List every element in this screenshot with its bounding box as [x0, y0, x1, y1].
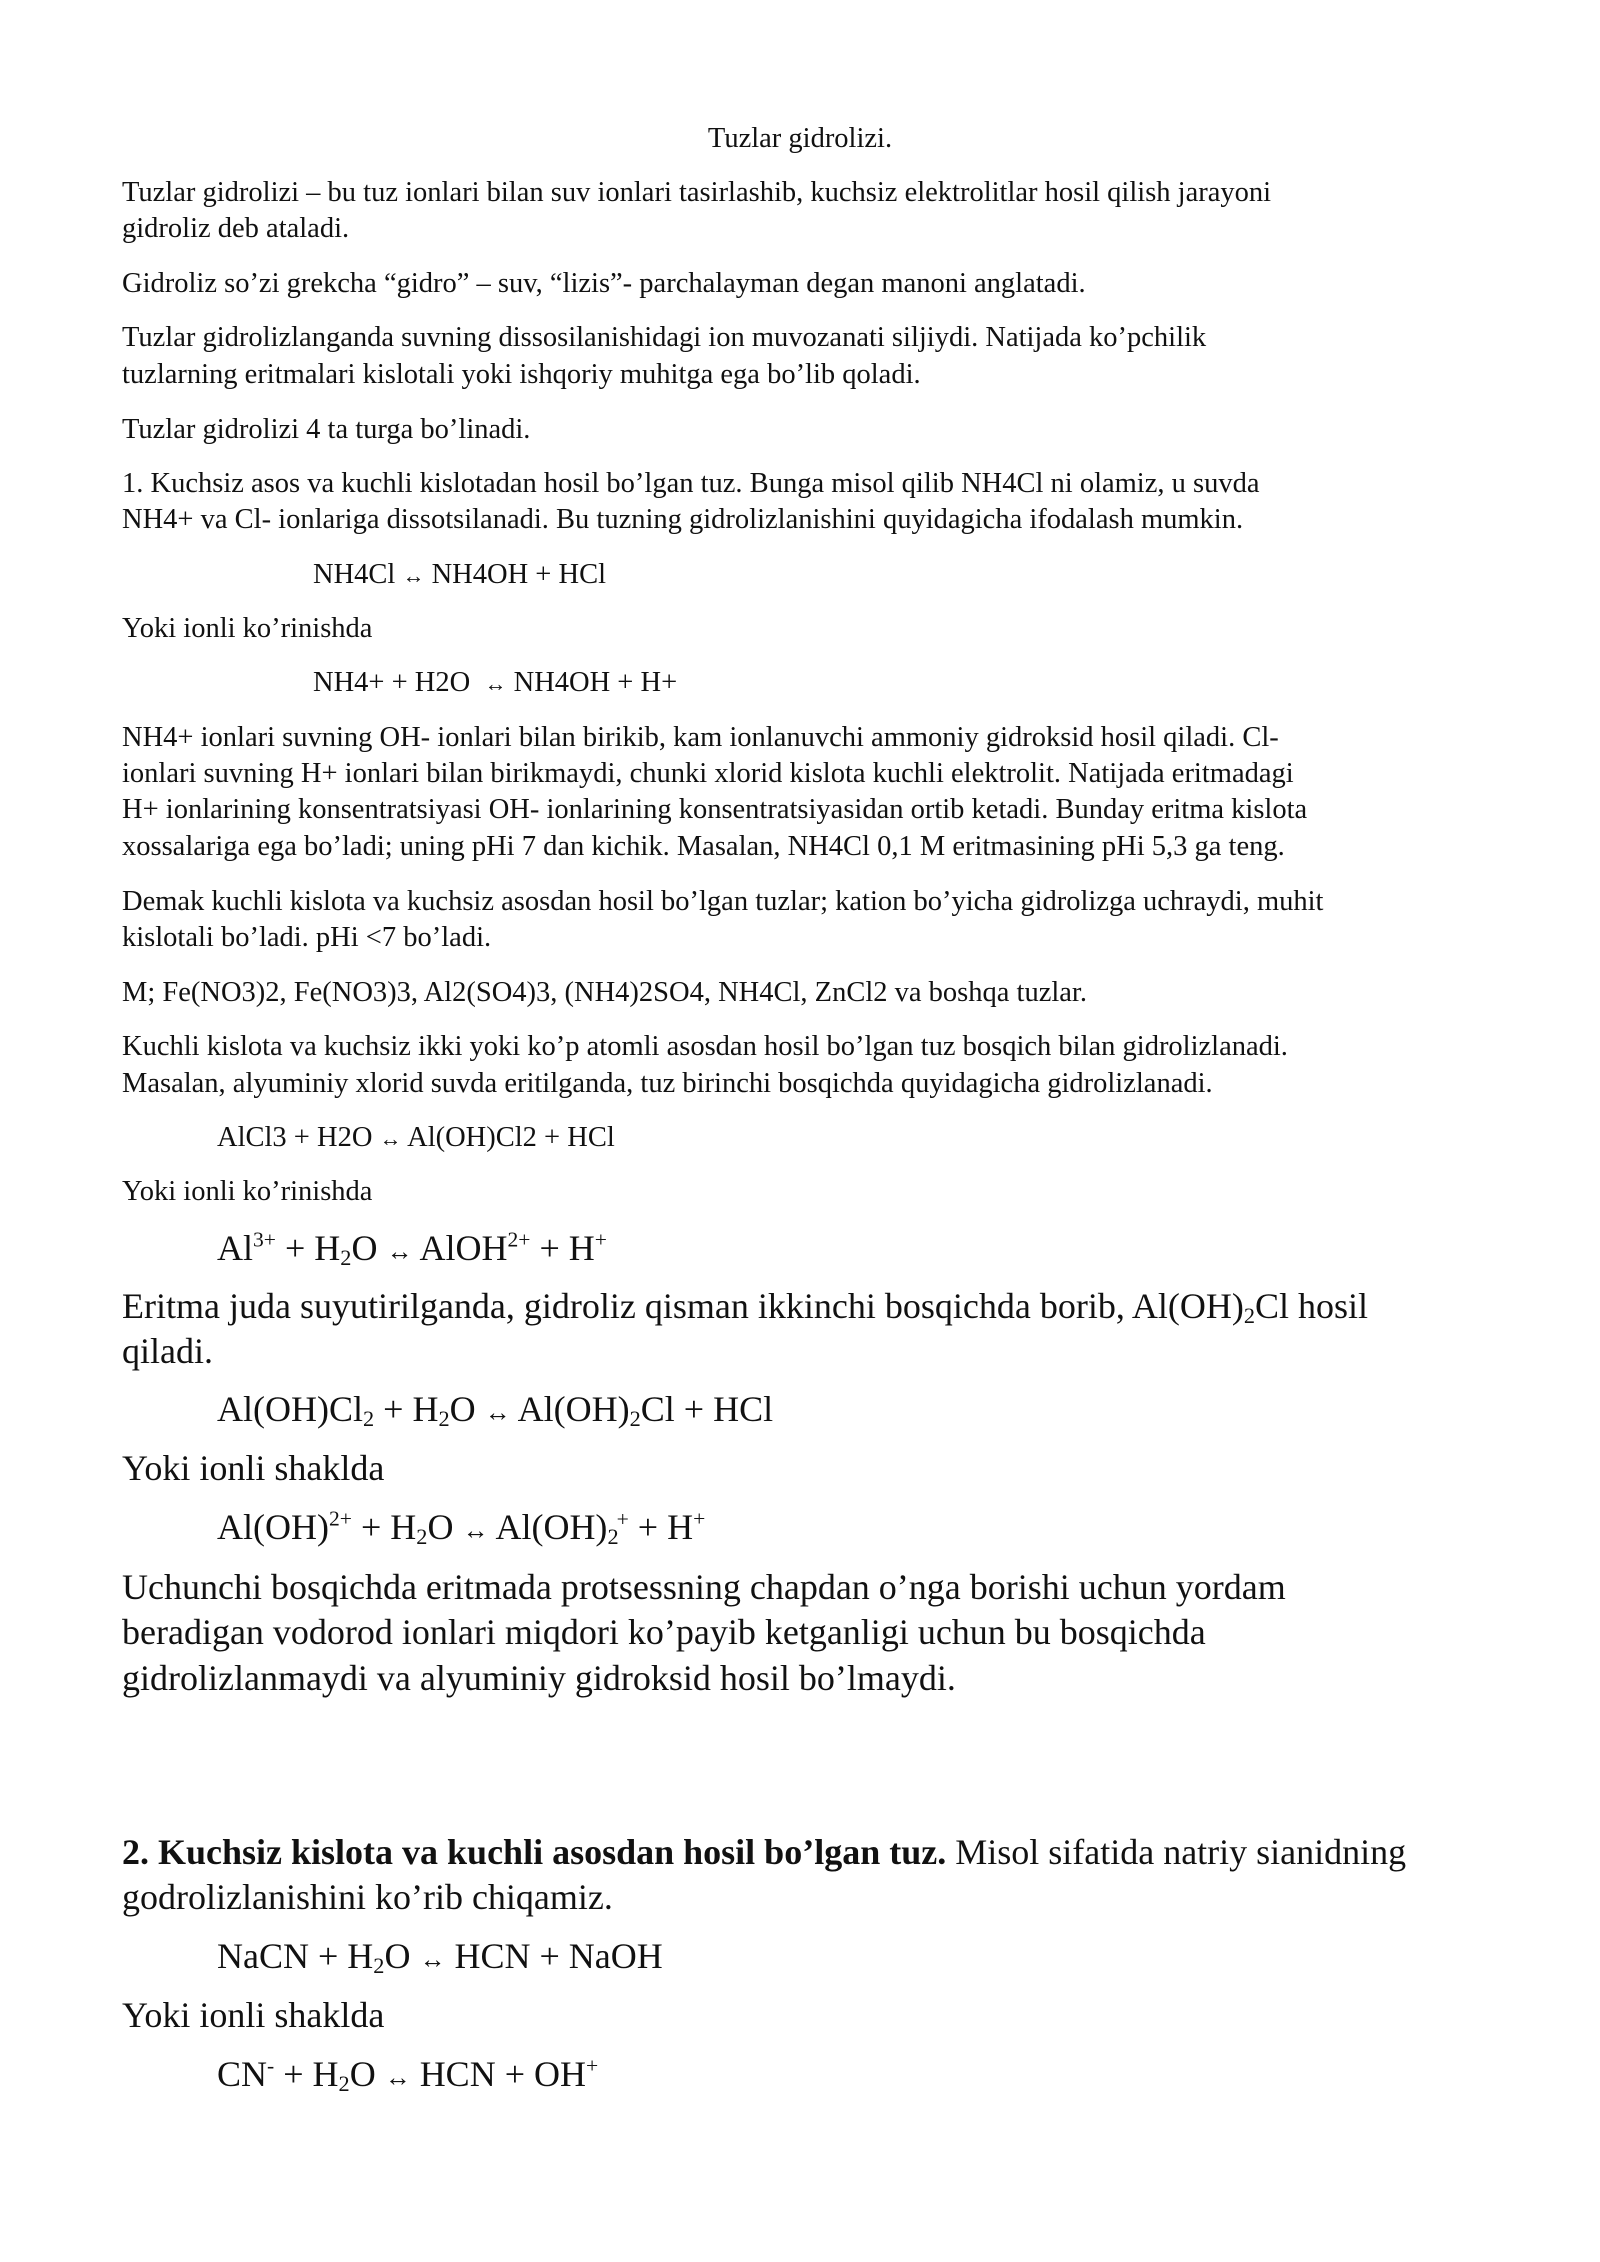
paragraph-conclusion-line-2: kislotali bo’ladi. pHi <7 bo’ladi.: [122, 922, 492, 953]
reversible-arrow-icon: ↔: [384, 2063, 411, 2092]
paragraph-second-step-line-1: Eritma juda suyutirilganda, gidroliz qisman ikkinchi bosqichda borib, $Al(OH)_2Cl$ hosil: [122, 1286, 1368, 1328]
paragraph-third-step-line-2: beradigan vodorod ionlari miqdori ko’payib ketganligi uchun bu bosqichda: [122, 1612, 1206, 1652]
paragraph-explanation-line-1: NH4+ ionlari suvning OH- ionlari bilan birikib, kam ionlanuvchi ammoniy gidroksid hosil qiladi. Cl-: [122, 722, 1279, 753]
ionic-form-label: Yoki ionli shaklda: [122, 1995, 385, 2035]
reversible-arrow-icon: ↔: [402, 563, 425, 588]
paragraph-definition-line-2: gidroliz deb ataladi.: [122, 213, 350, 244]
paragraph-examples: M; Fe(NO3)2, Fe(NO3)3, Al2(SO4)3, (NH4)2SO4, NH4Cl, ZnCl2 va boshqa tuzlar.: [122, 977, 1087, 1008]
paragraph-explanation-line-2: ionlari suvning H+ ionlari bilan birikmaydi, chunki xlorid kislota kuchli elektrolit. Natijada eritmadagi: [122, 758, 1294, 789]
paragraph-conclusion-line-1: Demak kuchli kislota va kuchsiz asosdan hosil bo’lgan tuzlar; kation bo’yicha gidrolizga uchraydi, muhit: [122, 886, 1324, 917]
paragraph-definition-line-1: Tuzlar gidrolizi – bu tuz ionlari bilan suv ionlari tasirlashib, kuchsiz elektrolitlar hosil qilish jarayoni: [122, 177, 1272, 208]
ionic-form-label: Yoki ionli shaklda: [122, 1448, 385, 1488]
paragraph-etymology: Gidroliz so’zi grekcha “gidro” – suv, “lizis”- parchalayman degan manoni anglatadi.: [122, 268, 1086, 299]
equation-rhs: NH4OH + H+: [513, 667, 678, 698]
document-title: Tuzlar gidrolizi.: [707, 123, 893, 154]
equation-cn-ionic: $CN^- + H_2O$ ↔ HCN + OH+: [217, 2053, 599, 2096]
equation-nh4-ionic: [313, 665, 677, 703]
paragraph-equilibrium-line-2: tuzlarning eritmalari kislotali yoki ishqoriy muhitga ega bo’lib qoladi.: [122, 359, 921, 390]
reversible-arrow-icon: ↔: [462, 1516, 489, 1545]
paragraph-equilibrium-line-1: Tuzlar gidrolizlanganda suvning dissosilanishidagi ion muvozanati siljiydi. Natijada ko’pchilik: [122, 322, 1207, 353]
equation-alcl3: [217, 1120, 615, 1158]
equation-al3-ionic: $Al^{3+} + H_2O$ ↔ AlOH$^{2+}$ + H+: [217, 1227, 607, 1270]
ionic-form-label: Yoki ionli ko’rinishda: [122, 1176, 373, 1207]
equation-rhs: NH4OH + HCl: [431, 559, 607, 590]
paragraph-types: Tuzlar gidrolizi 4 ta turga bo’linadi.: [122, 414, 531, 445]
ionic-form-label: Yoki ionli ko’rinishda: [122, 613, 373, 644]
reversible-arrow-icon: ↔: [386, 1237, 413, 1266]
reversible-arrow-icon: ↔: [419, 1945, 446, 1974]
paragraph-type2-line-2: godrolizlanishini ko’rib chiqamiz.: [122, 1877, 613, 1917]
paragraph-second-step-line-2: qiladi.: [122, 1331, 213, 1371]
equation-lhs: AlCl3 + H2O: [217, 1122, 373, 1153]
paragraph-explanation-line-3: H+ ionlarining konsentratsiyasi OH- ionlarining konsentratsiyasidan ortib ketadi. Bunday eritma kislota: [122, 794, 1308, 825]
paragraph-explanation-line-4: xossalariga ega bo’ladi; uning pHi 7 dan kichik. Masalan, NH4Cl 0,1 M eritmasining pHi 5,3 ga teng.: [122, 831, 1285, 862]
equation-nh4cl: [313, 557, 606, 595]
paragraph-type1-line-1: 1. Kuchsiz asos va kuchli kislotadan hosil bo’lgan tuz. Bunga misol qilib NH4Cl ni olamiz, u suvda: [122, 468, 1260, 499]
section-heading-bold: 2. Kuchsiz kislota va kuchli asosdan hosil bo’lgan tuz.: [122, 1832, 947, 1872]
equation-rhs: Al(OH)Cl2 + HCl: [407, 1122, 615, 1153]
section-heading-type2: 2. Kuchsiz kislota va kuchli asosdan hosil bo’lgan tuz. Misol sifatida natriy sianidning: [122, 1832, 1407, 1872]
reversible-arrow-icon: ↔: [484, 1398, 511, 1427]
reversible-arrow-icon: ↔: [379, 1126, 402, 1151]
paragraph-stepwise-line-1: Kuchli kislota va kuchsiz ikki yoki ko’p atomli asosdan hosil bo’lgan tuz bosqich bilan gidrolizlanadi.: [122, 1031, 1288, 1062]
paragraph-third-step-line-1: Uchunchi bosqichda eritmada protsessning chapdan o’nga borishi uchun yordam: [122, 1567, 1286, 1607]
equation-lhs: NH4+ + H2O: [313, 667, 471, 698]
reversible-arrow-icon: ↔: [484, 671, 507, 696]
paragraph-third-step-line-3: gidrolizlanmaydi va alyuminiy gidroksid hosil bo’lmaydi.: [122, 1658, 956, 1698]
equation-aloh-cl2: $Al(OH)Cl_2 + H_2O$ ↔ $Al(OH)_2Cl$ + HCl: [217, 1389, 774, 1431]
equation-aloh-ionic: $Al(OH)^{2+} + H_2O$ ↔ $Al(OH)_2^+ + H^+$: [217, 1506, 706, 1549]
equation-lhs: NH4Cl: [313, 559, 396, 590]
equation-nacn: NaCN + $H_2O$ ↔ HCN + NaOH: [217, 1936, 663, 1978]
paragraph-type1-line-2: NH4+ va Cl- ionlariga dissotsilanadi. Bu tuzning gidrolizlanishini quyidagicha ifodalash mumkin.: [122, 504, 1244, 535]
paragraph-stepwise-line-2: Masalan, alyuminiy xlorid suvda eritilganda, tuz birinchi bosqichda quyidagicha gidrolizlanadi.: [122, 1068, 1213, 1099]
